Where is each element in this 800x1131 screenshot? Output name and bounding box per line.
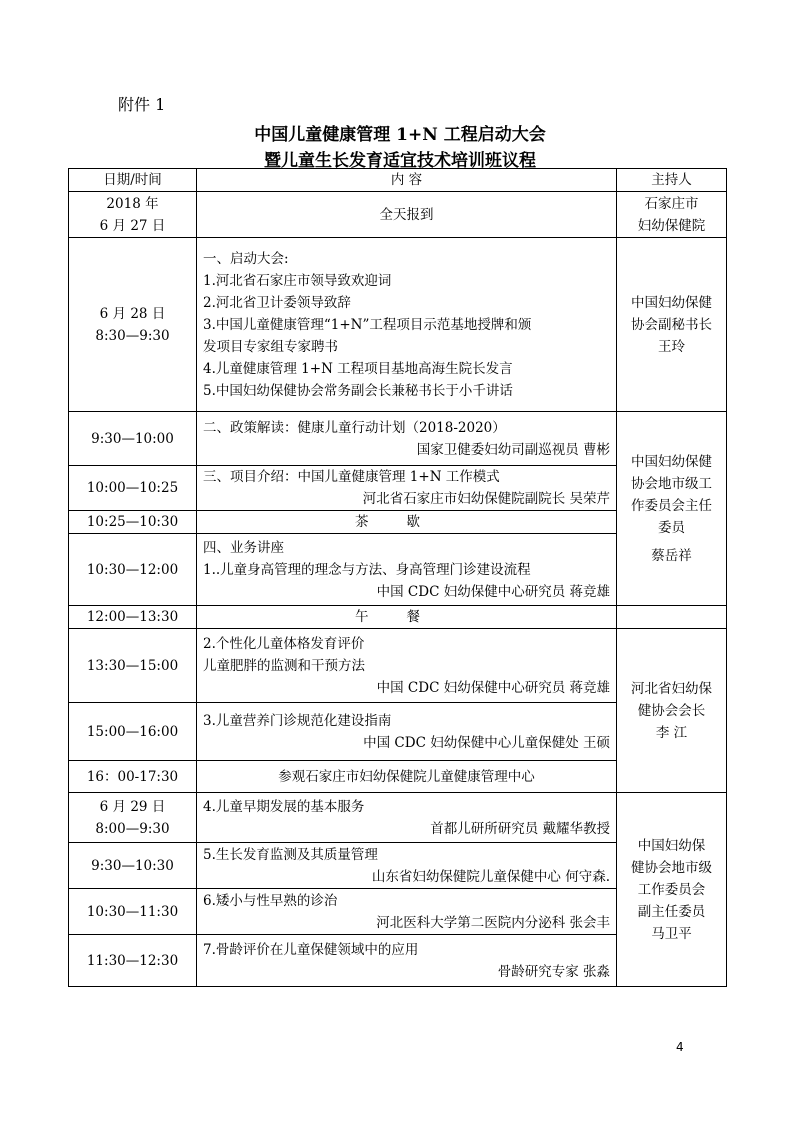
host-cell: [617, 192, 727, 238]
host-line: 委员: [658, 519, 685, 536]
host-name: 马卫平: [651, 925, 692, 942]
speaker-line: 中国 CDC 妇幼保健中心儿童保健处 王硕: [363, 734, 610, 751]
host-line: 妇幼保健院: [637, 217, 706, 234]
agenda-table: [68, 168, 727, 987]
host-line: 副主任委员: [637, 903, 706, 920]
speaker-line: 中国 CDC 妇幼保健中心研究员 蒋竞雄: [376, 583, 610, 600]
content-line: 7.骨龄评价在儿童保健领域中的应用: [203, 941, 419, 958]
time-cell: 16：00-17:30: [69, 761, 197, 793]
content-line: 发项目专家组专家聘书: [203, 338, 338, 355]
speaker-line: 河北省石家庄市妇幼保健院副院长 吴荣芹: [362, 491, 610, 507]
time-cell: 11:30—12:30: [69, 935, 197, 987]
table-header-row: [69, 169, 727, 192]
time-cell: 10:30—11:30: [69, 889, 197, 935]
host-line: 河北省妇幼保: [631, 680, 712, 697]
speaker-line: 山东省妇幼保健院儿童保健中心 何守森.: [371, 868, 610, 885]
content-line: 四、业务讲座: [203, 539, 284, 556]
date-cell: [69, 238, 197, 412]
content-line: 6.矮小与性早熟的诊治: [203, 892, 338, 909]
table-row: [69, 629, 727, 703]
host-name: 李 江: [655, 724, 688, 741]
title-line-2: 暨儿童生长发育适宜技术培训班议程: [264, 151, 536, 171]
content-cell: [197, 843, 617, 889]
time-cell: 10:00—10:25: [69, 466, 197, 511]
speaker-line: 首都儿研所研究员 戴耀华教授: [430, 820, 610, 837]
date-cell: [69, 192, 197, 238]
content-cell: [197, 889, 617, 935]
host-line: 健协会会长: [637, 702, 706, 719]
host-line: 中国妇幼保健: [631, 453, 712, 470]
time-cell: 13:30—15:00: [69, 629, 197, 703]
date-cell: [69, 793, 197, 843]
content-cell: [197, 238, 617, 412]
content-line: 3.儿童营养门诊规范化建设指南: [203, 712, 392, 729]
host-cell: [617, 238, 727, 412]
content-line: 5.生长发育监测及其质量管理: [203, 846, 378, 863]
content-line: 4.儿童早期发展的基本服务: [203, 798, 365, 815]
host-line: 协会地市级工: [631, 475, 712, 492]
date-year: 2018 年: [106, 195, 159, 212]
host-line: 中国妇幼保健: [631, 294, 712, 311]
host-line: 健协会地市级: [631, 859, 712, 876]
host-line: 协会副秘书长: [631, 316, 712, 333]
content-line: 2.个性化儿童体格发育评价: [203, 635, 365, 652]
date-day: 6 月 27 日: [99, 217, 166, 234]
host-cell: [617, 629, 727, 793]
time-range: 8:30—9:30: [95, 327, 170, 344]
header-date: 日期/时间: [69, 169, 197, 192]
host-line: 作委员会主任: [631, 497, 712, 514]
content-cell: [197, 793, 617, 843]
host-cell: [617, 793, 727, 987]
table-row: [69, 192, 727, 238]
time-range: 8:00—9:30: [95, 820, 170, 837]
host-line: 工作委员会: [637, 881, 706, 898]
content-cell: [197, 466, 617, 511]
empty-host-cell: [617, 606, 727, 629]
host-line: 中国妇幼保: [637, 837, 706, 854]
time-cell: 10:30—12:00: [69, 534, 197, 606]
speaker-line: 中国 CDC 妇幼保健中心研究员 蒋竞雄: [376, 679, 610, 696]
header-content: 内 容: [197, 169, 617, 192]
content-cell: 参观石家庄市妇幼保健院儿童健康管理中心: [197, 761, 617, 793]
table-row: [69, 412, 727, 466]
content-cell: [197, 935, 617, 987]
content-cell: [197, 703, 617, 761]
lunch-cell: 午餐: [197, 606, 617, 629]
content-line: 三、项目介绍：中国儿童健康管理 1+N 工作模式: [203, 469, 500, 485]
speaker-line: 国家卫健委妇幼司副巡视员 曹彬: [416, 441, 610, 458]
table-row: [69, 238, 727, 412]
date-day: 6 月 29 日: [99, 798, 166, 815]
time-cell: 15:00—16:00: [69, 703, 197, 761]
date-day: 6 月 28 日: [99, 305, 166, 322]
speaker-line: 河北医科大学第二医院内分泌科 张会丰: [376, 914, 610, 931]
content-line: 1..儿童身高管理的理念与方法、身高管理门诊建设流程: [203, 561, 531, 578]
table-row: [69, 793, 727, 843]
host-line: 石家庄市: [644, 195, 699, 212]
content-line: 二、政策解读：健康儿童行动计划（2018-2020）: [203, 419, 506, 436]
content-cell: 全天报到: [197, 192, 617, 238]
table-row: [69, 606, 727, 629]
host-name: 蔡岳祥: [651, 547, 692, 564]
content-line: 4.儿童健康管理 1+N 工程项目基地高海生院长发言: [203, 360, 513, 377]
content-line: 一、启动大会:: [203, 250, 289, 267]
page-number: 4: [676, 1040, 684, 1054]
content-cell: [197, 412, 617, 466]
content-line: 1.河北省石家庄市领导致欢迎词: [203, 272, 392, 289]
time-cell: 9:30—10:00: [69, 412, 197, 466]
time-cell: 12:00—13:30: [69, 606, 197, 629]
content-line: 5.中国妇幼保健协会常务副会长兼秘书长于小千讲话: [203, 382, 513, 399]
speaker-line: 骨龄研究专家 张淼: [497, 963, 610, 980]
content-cell: [197, 534, 617, 606]
content-line: 儿童肥胖的监测和干预方法: [203, 657, 365, 674]
content-line: 3.中国儿童健康管理“1+N”工程项目示范基地授牌和颁: [203, 316, 532, 333]
break-cell: 茶歇: [197, 511, 617, 534]
host-cell: [617, 412, 727, 606]
content-line: 2.河北省卫计委领导致辞: [203, 294, 351, 311]
title-line-1: 中国儿童健康管理 1+N 工程启动大会: [254, 125, 546, 145]
header-host: 主持人: [617, 169, 727, 192]
attachment-label: 附件 1: [118, 95, 166, 114]
time-cell: 9:30—10:30: [69, 843, 197, 889]
time-cell: 10:25—10:30: [69, 511, 197, 534]
host-name: 王玲: [658, 338, 685, 355]
content-cell: [197, 629, 617, 703]
